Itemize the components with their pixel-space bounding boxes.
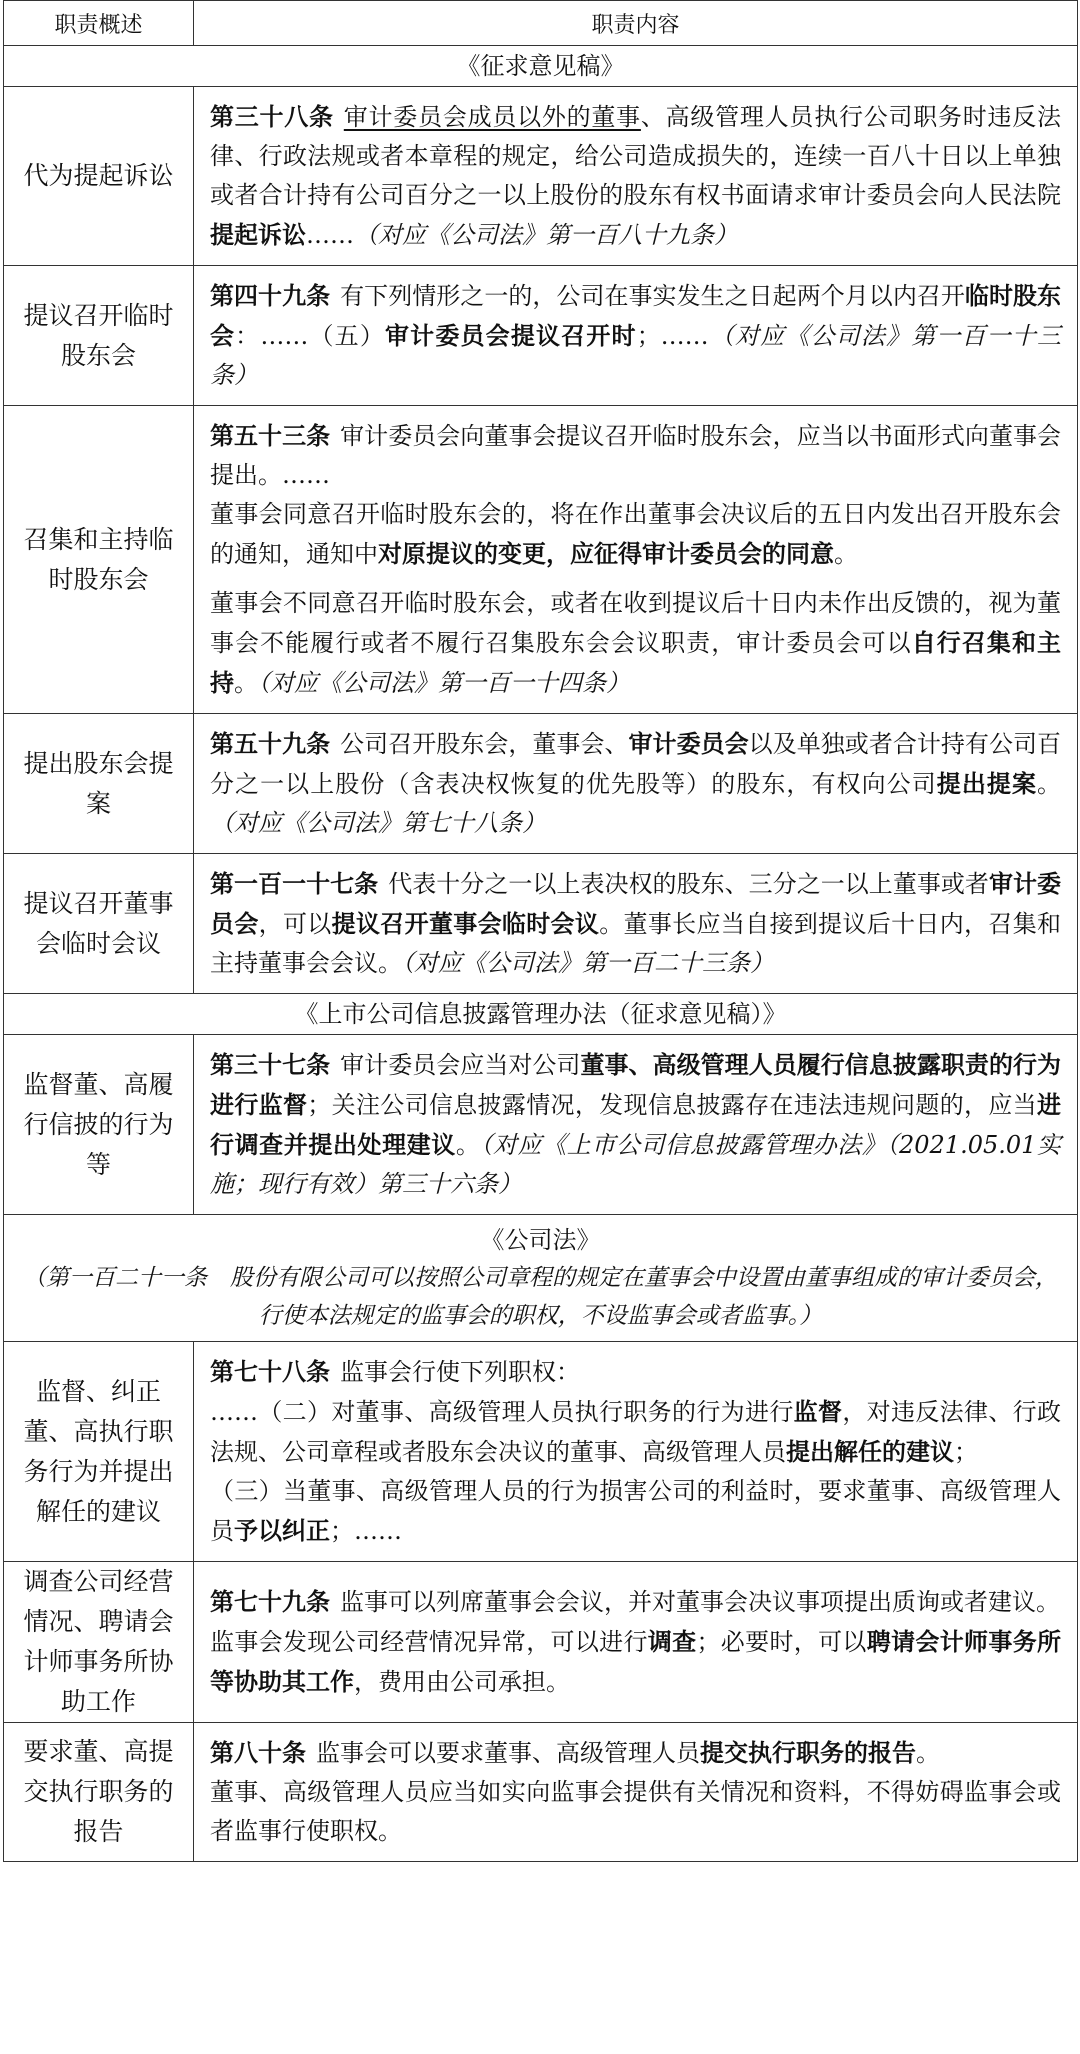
emphasis: 聘请会计师事务所等协助其工作 bbox=[210, 1627, 1062, 1696]
table-row bbox=[4, 854, 1078, 994]
content-paragraph bbox=[210, 276, 1061, 395]
section-title: 《上市公司信息披露管理办法（征求意见稿）》 bbox=[294, 1000, 787, 1028]
emphasis: 审计委员会 bbox=[628, 729, 749, 758]
text-run: ……（二）对董事、高级管理人员执行职务的行为进行 bbox=[210, 1398, 794, 1426]
header-row bbox=[4, 1, 1078, 46]
duty-content bbox=[194, 1562, 1078, 1723]
text-run: 审计委员会应当对公司 bbox=[340, 1051, 581, 1079]
text-run: …… bbox=[306, 221, 354, 249]
text-run: 。 bbox=[234, 669, 258, 697]
section-title-cell bbox=[4, 994, 1078, 1035]
duty-content bbox=[194, 87, 1078, 266]
emphasis: 对原提议的变更，应征得审计委员会的同意 bbox=[378, 539, 834, 568]
table-row bbox=[4, 87, 1078, 266]
text-run: 有下列情形之一的，公司在事实发生之日起两个月以内召开 bbox=[340, 282, 965, 310]
emphasis: 进行调查并提出处理建议 bbox=[210, 1090, 1062, 1159]
duty-summary: 召集和主持临时股东会 bbox=[4, 406, 194, 714]
emphasis: 监督 bbox=[793, 1397, 843, 1426]
text-run: 监事会行使下列职权： bbox=[340, 1358, 580, 1386]
text-run: ；…… bbox=[636, 322, 709, 350]
content-paragraph bbox=[210, 1733, 1061, 1773]
duty-content bbox=[194, 406, 1078, 714]
section-note: （第一百二十一条 股份有限公司可以按照公司章程的规定在董事会中设置由董事组成的审计委员会，行使本法规定的监事会的职权，不设监事会或者监事。） bbox=[23, 1265, 1058, 1329]
content-paragraph bbox=[210, 864, 1061, 983]
law-reference: （对应《公司法》第一百八十九条） bbox=[354, 221, 738, 249]
underlined-text: 审计委员会成员以外的董事 bbox=[343, 103, 641, 131]
content-paragraph bbox=[210, 724, 1061, 843]
section-title-cell bbox=[4, 1215, 1078, 1342]
text-run: ；…… bbox=[330, 1517, 402, 1545]
text-run: 审计委员会向董事会提议召开临时股东会，应当以书面形式向董事会提出。…… bbox=[210, 422, 1062, 489]
text-run: ，费用由公司承担。 bbox=[354, 1668, 570, 1696]
duty-summary: 要求董、高提交执行职务的报告 bbox=[4, 1723, 194, 1862]
emphasis: 提起诉讼 bbox=[210, 220, 306, 249]
section-row bbox=[4, 994, 1078, 1035]
duty-summary: 提议召开临时股东会 bbox=[4, 266, 194, 406]
text-run: ； bbox=[954, 1438, 978, 1466]
header-summary: 职责概述 bbox=[4, 1, 194, 46]
section-row bbox=[4, 46, 1078, 87]
law-reference: （对应《公司法》第七十八条） bbox=[210, 809, 546, 837]
duty-summary: 调查公司经营情况、聘请会计师事务所协助工作 bbox=[4, 1562, 194, 1723]
emphasis: 提出提案 bbox=[936, 769, 1038, 798]
duty-summary: 提出股东会提案 bbox=[4, 714, 194, 854]
table-row bbox=[4, 714, 1078, 854]
text-run: 。 bbox=[455, 1131, 481, 1159]
content-paragraph bbox=[210, 1045, 1061, 1204]
text-run: 代表十分之一以上表决权的股东、三分之一以上董事或者 bbox=[388, 870, 989, 898]
duty-summary: 提议召开董事会临时会议 bbox=[4, 854, 194, 994]
text-run: ：……（五） bbox=[235, 322, 386, 350]
section-title: 《公司法》 bbox=[480, 1226, 601, 1254]
text-run: （三）当董事、高级管理人员的行为损害公司的利益时，要求董事、高级管理人员 bbox=[210, 1477, 1061, 1545]
table-row bbox=[4, 1562, 1078, 1723]
text-run: ，可以 bbox=[258, 910, 332, 938]
content-paragraph bbox=[210, 1773, 1061, 1851]
header-content: 职责内容 bbox=[194, 1, 1078, 46]
emphasis: 予以纠正 bbox=[234, 1516, 330, 1545]
text-run: 董事会不同意召开临时股东会，或者在收到提议后十日内未作出反馈的，视为董事会不能履行或者不履行召集股东会会议职责，审计委员会可以 bbox=[210, 589, 1061, 657]
text-run: 监事会发现公司经营情况异常，可以进行 bbox=[210, 1628, 648, 1656]
content-paragraph bbox=[210, 1352, 1061, 1392]
table-row bbox=[4, 1035, 1078, 1215]
article-number: 第七十八条 bbox=[210, 1357, 330, 1386]
duty-content bbox=[194, 1035, 1078, 1215]
content-paragraph bbox=[210, 1622, 1061, 1702]
text-run: ，对违反法律、行政法规、公司章程或者股东会决议的董事、高级管理人员 bbox=[210, 1398, 1062, 1466]
content-paragraph bbox=[210, 416, 1061, 495]
content-paragraph bbox=[210, 97, 1061, 255]
law-reference: （对应《公司法》第一百一十三条） bbox=[210, 322, 1062, 389]
article-number: 第四十九条 bbox=[210, 281, 331, 310]
emphasis: 调查 bbox=[647, 1627, 697, 1656]
duties-table bbox=[3, 0, 1078, 1862]
article-number: 第三十八条 bbox=[210, 102, 334, 131]
text-run: 。 bbox=[1037, 770, 1062, 798]
article-number: 第七十九条 bbox=[210, 1587, 330, 1616]
duty-content bbox=[194, 1342, 1078, 1562]
text-run: 监事会可以要求董事、高级管理人员 bbox=[316, 1739, 700, 1767]
text-run: 监事可以列席董事会会议，并对董事会决议事项提出质询或者建议。 bbox=[340, 1588, 1060, 1616]
content-paragraph bbox=[210, 1392, 1061, 1472]
article-number: 第八十条 bbox=[210, 1738, 306, 1767]
article-number: 第五十九条 bbox=[210, 729, 331, 758]
content-paragraph bbox=[210, 495, 1061, 574]
duty-content bbox=[194, 1723, 1078, 1862]
article-number: 第三十七条 bbox=[210, 1050, 331, 1079]
emphasis: 提议召开董事会临时会议 bbox=[331, 909, 600, 938]
text-run: ；必要时，可以 bbox=[696, 1628, 867, 1656]
emphasis: 提出解任的建议 bbox=[786, 1437, 954, 1466]
article-number: 第五十三条 bbox=[210, 421, 331, 450]
section-title: 《征求意见稿》 bbox=[456, 52, 625, 80]
text-run: 以及单独或者合计持有公司百分之一以上股份（含表决权恢复的优先股等）的股东，有权向公司 bbox=[210, 730, 1062, 798]
emphasis: 审计委员会提议召开时 bbox=[385, 321, 637, 350]
content-paragraph bbox=[210, 1472, 1061, 1551]
emphasis: 董事、高级管理人员履行信息披露职责的行为进行监督 bbox=[210, 1050, 1062, 1119]
duty-content bbox=[194, 854, 1078, 994]
law-reference: （对应《公司法》第一百二十三条） bbox=[402, 949, 774, 977]
emphasis: 临时股东会 bbox=[210, 281, 1062, 350]
duty-content bbox=[194, 266, 1078, 406]
duty-summary: 监督、纠正董、高执行职务行为并提出解任的建议 bbox=[4, 1342, 194, 1562]
duty-summary: 代为提起诉讼 bbox=[4, 87, 194, 266]
content-paragraph bbox=[210, 1582, 1061, 1622]
text-run: 董事会同意召开临时股东会的，将在作出董事会决议后的五日内发出召开股东会的通知，通知中 bbox=[210, 500, 1061, 568]
text-run: 。 bbox=[916, 1739, 940, 1767]
text-run: ；关注公司信息披露情况，发现信息披露存在违法违规问题的，应当 bbox=[307, 1091, 1038, 1119]
duty-summary: 监督董、高履行信披的行为等 bbox=[4, 1035, 194, 1215]
content-paragraph bbox=[210, 584, 1061, 703]
emphasis: 提交执行职务的报告 bbox=[700, 1738, 916, 1767]
section-row bbox=[4, 1215, 1078, 1342]
text-run: 。 bbox=[834, 540, 858, 568]
law-reference: （对应《上市公司信息披露管理办法》（2021.05.01实施；现行有效）第三十六条） bbox=[210, 1131, 1061, 1198]
text-run: 董事、高级管理人员应当如实向监事会提供有关情况和资料，不得妨碍监事会或者监事行使职权。 bbox=[210, 1778, 1061, 1845]
emphasis: 自行召集和主持 bbox=[210, 628, 1062, 697]
table-row bbox=[4, 1342, 1078, 1562]
section-title-cell bbox=[4, 46, 1078, 87]
table-row bbox=[4, 406, 1078, 714]
text-run: 公司召开股东会，董事会、 bbox=[340, 730, 629, 758]
table-row bbox=[4, 266, 1078, 406]
law-reference: （对应《公司法》第一百一十四条） bbox=[258, 669, 630, 697]
text-run: 。董事长应当自接到提议后十日内，召集和主持董事会会议。 bbox=[210, 910, 1062, 977]
article-number: 第一百一十七条 bbox=[210, 869, 379, 898]
text-run: 、高级管理人员执行公司职务时违反法律、行政法规或者本章程的规定，给公司造成损失的，连续一百八十日以上单独或者合计持有公司百分之一以上股份的股东有权书面请求审计委员会向人民法院 bbox=[210, 103, 1062, 209]
table-row bbox=[4, 1723, 1078, 1862]
emphasis: 审计委员会 bbox=[210, 869, 1062, 938]
duty-content bbox=[194, 714, 1078, 854]
